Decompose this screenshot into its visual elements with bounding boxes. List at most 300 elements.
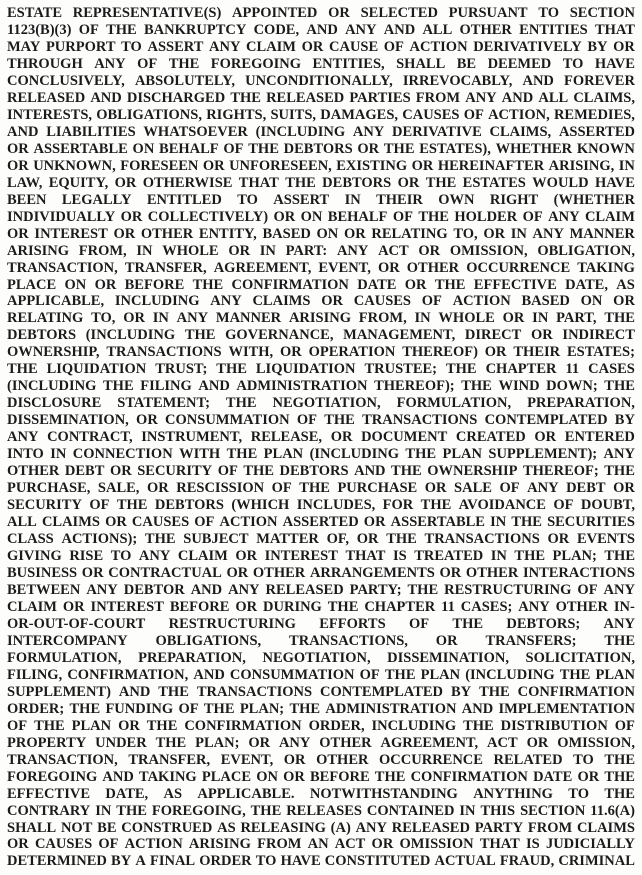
word: (INCLUDING	[7, 378, 97, 395]
word: AND	[461, 700, 494, 717]
word: DISCHARGED	[126, 89, 226, 106]
word: OR	[113, 225, 136, 242]
word: THE	[479, 683, 510, 700]
word: AVOIDANCE	[458, 497, 546, 514]
word: ADMINISTRATION	[236, 378, 368, 395]
word: ESTATES	[462, 174, 526, 191]
word: ARISING	[7, 242, 70, 259]
word: TO,	[91, 310, 116, 327]
word: THE	[146, 717, 178, 734]
word: THE	[324, 412, 355, 429]
word: IN	[490, 548, 507, 564]
text-line	[7, 684, 635, 701]
word: UNDER	[95, 734, 147, 751]
word: DEBTORS	[279, 463, 349, 480]
word: IN	[510, 225, 527, 242]
text-line	[7, 327, 635, 344]
word: ANY	[228, 581, 260, 598]
word: THE	[327, 598, 359, 615]
word: OR	[424, 480, 447, 497]
word: ASSERTED	[282, 514, 359, 531]
word: THE	[184, 327, 216, 344]
word: SUPPLEMENT)	[7, 683, 111, 700]
word: DEBTOR	[123, 581, 185, 598]
word: CONNECTION	[72, 446, 173, 463]
word: EFFECTIVE	[473, 276, 557, 293]
word: CLASS	[7, 531, 54, 548]
word: THE	[391, 463, 422, 480]
word: FROM	[257, 836, 302, 853]
word: OR	[613, 480, 635, 497]
word: CHAPTER	[485, 361, 557, 378]
word: INCLUDING	[371, 717, 457, 734]
word: TRANSACTIONS	[362, 412, 478, 429]
word: OF	[137, 55, 158, 72]
word: THE	[243, 463, 274, 480]
word: OBLIGATIONS,	[96, 106, 202, 123]
word: OR	[94, 276, 117, 293]
word: DEBT	[566, 480, 606, 497]
word: TRANSFERS;	[485, 632, 577, 649]
word: ANY	[518, 598, 550, 615]
word: DATE,	[565, 276, 608, 293]
word: ACTION	[219, 514, 278, 531]
word: DEBTORS	[7, 327, 77, 344]
word: OTHER	[459, 21, 512, 38]
word: DISSEMINATION,	[7, 412, 129, 429]
word: THE	[461, 378, 492, 395]
word: IN	[259, 242, 276, 259]
word: OR	[330, 429, 353, 446]
word: OF,	[326, 531, 349, 548]
word: TRANSACTION,	[7, 751, 118, 768]
word: OTHER	[465, 564, 519, 581]
word: CONTRARY	[7, 802, 91, 819]
word: ESTATE	[7, 5, 63, 21]
word: DOWN;	[546, 378, 598, 395]
word: SUPPLEMENT);	[488, 446, 598, 463]
word: THE	[604, 310, 635, 327]
word: ORDER	[199, 853, 252, 870]
word: OMISSION	[399, 836, 474, 853]
text-line	[7, 412, 635, 429]
word: CONSTITUTED	[324, 853, 431, 870]
word: OR	[228, 242, 251, 259]
word: FOREGOING	[7, 768, 98, 785]
word: OR	[123, 310, 145, 327]
word: IN	[490, 514, 507, 531]
word: INTO	[7, 446, 44, 463]
word: OPERATION	[308, 344, 396, 361]
word: OR	[534, 429, 557, 446]
word: OF	[392, 208, 413, 225]
word: PLAN	[595, 666, 635, 683]
word: OR	[356, 531, 379, 548]
word: CONCLUSIVELY,	[7, 72, 125, 89]
word: OWNERSHIP,	[7, 344, 100, 361]
word: ANY	[603, 446, 635, 463]
word: OR	[404, 276, 427, 293]
word: ANY	[138, 548, 171, 564]
word: OTHER	[252, 564, 306, 581]
word: DEEMED	[487, 55, 552, 72]
word: OF	[98, 836, 119, 853]
word: OR	[411, 157, 434, 174]
word: PLAN	[71, 717, 112, 734]
word: THE	[216, 361, 247, 378]
word: OF	[522, 208, 543, 225]
text-line	[7, 650, 635, 667]
word: DERIVATIVE	[392, 123, 482, 140]
word: OF	[614, 717, 635, 734]
text-line	[7, 446, 635, 463]
word: OR	[235, 548, 258, 564]
word: ANYTHING	[473, 785, 553, 802]
word: RELEASE,	[250, 429, 323, 446]
word: FILING,	[7, 666, 63, 683]
word: INCLUDES,	[296, 497, 376, 514]
word: CLAIMS	[41, 514, 100, 531]
word: DEBT	[64, 463, 105, 480]
word: DATE	[533, 768, 573, 785]
word: BE	[456, 55, 477, 72]
text-line	[7, 395, 635, 412]
word: DEBTORS	[283, 140, 353, 157]
word: CAUSES	[402, 106, 460, 123]
word: ASSERTABLE	[390, 514, 485, 531]
word: ACT	[487, 734, 518, 751]
word: TRANSACTION,	[7, 259, 118, 276]
word: THE	[604, 768, 635, 785]
word: OR	[283, 768, 305, 785]
word: BETWEEN	[7, 581, 81, 598]
word: AND	[354, 463, 386, 480]
text-line	[7, 39, 635, 56]
word: CASES;	[460, 598, 513, 615]
word: INDIRECT	[562, 327, 635, 344]
word: ASSERTED	[558, 123, 635, 140]
word: INTERESTS,	[7, 106, 93, 123]
word: OR	[613, 38, 635, 55]
word: IN	[152, 310, 169, 327]
word: PART:	[285, 242, 328, 259]
word: THE	[452, 615, 484, 632]
text-line	[7, 752, 635, 769]
word: PREPARATION,	[138, 649, 246, 666]
word: THE	[248, 140, 279, 157]
word: CLAIM	[177, 548, 228, 564]
word: CONFIRMATION	[410, 768, 528, 785]
word: THE	[604, 378, 635, 395]
word: 11	[441, 598, 455, 615]
word: PLACE	[7, 276, 57, 293]
word: OR	[280, 344, 302, 361]
word: MATTER	[256, 531, 319, 548]
word: HAVE	[594, 55, 635, 72]
word: THE	[285, 174, 316, 191]
word: ON	[64, 276, 87, 293]
word: RESTRUCTURING	[444, 581, 572, 598]
text-line	[7, 667, 635, 684]
word: TO,	[453, 225, 478, 242]
text-line	[7, 361, 635, 378]
word: PURCHASE	[337, 480, 418, 497]
word: EFFORTS	[319, 615, 386, 632]
word: ANY	[86, 581, 118, 598]
word: THEREOF)	[402, 344, 478, 361]
word: ACT	[334, 836, 366, 853]
word: INTERCOMPANY	[7, 632, 128, 649]
word: SOLICITATION,	[525, 649, 635, 666]
word: ORDER;	[7, 700, 65, 717]
word: ANY	[209, 38, 241, 55]
word: OR	[343, 225, 366, 242]
word: THE	[289, 700, 321, 717]
word: SECURITIES	[547, 514, 635, 531]
word: TRANSACTIONS	[424, 531, 540, 548]
word: THE	[445, 361, 477, 378]
word: THEREOF);	[374, 378, 455, 395]
word: OR	[526, 734, 549, 751]
word: KNOWN	[576, 140, 635, 157]
word: SHALL	[396, 55, 446, 72]
word: BY	[614, 412, 635, 429]
word: ARRANGEMENTS	[309, 564, 435, 581]
word: OF	[463, 106, 484, 123]
word: CONTAINED	[366, 802, 455, 819]
word: ASSERTABLE	[33, 140, 128, 157]
word: IN	[136, 242, 153, 259]
word: BUSINESS	[7, 564, 78, 581]
word: BE	[97, 819, 117, 836]
word: WHOLE	[438, 310, 495, 327]
word: SALE,	[97, 480, 140, 497]
word: FOREVER	[564, 72, 635, 89]
text-line	[7, 599, 635, 616]
text-line	[7, 175, 635, 192]
word: RIGHTS,	[206, 106, 267, 123]
word: CONTRACT,	[47, 429, 133, 446]
word: ACTION	[124, 836, 183, 853]
word: THE	[226, 446, 258, 463]
word: PLAN;	[195, 734, 240, 751]
word: OR	[418, 242, 441, 259]
word: MANNER	[215, 310, 282, 327]
word: LIQUIDATION	[255, 361, 356, 378]
word: OMISSION,	[449, 242, 528, 259]
word: OF	[78, 21, 99, 38]
word: (A)	[330, 819, 351, 836]
word: TO	[110, 548, 132, 564]
word: OMISSION,	[557, 734, 635, 751]
word: OF	[271, 480, 292, 497]
word: OTHERWISE	[142, 174, 233, 191]
text-line	[7, 531, 635, 548]
word: PARTIES	[349, 89, 411, 106]
word: LAW,	[7, 174, 43, 191]
word: DEBTORS	[322, 174, 392, 191]
word: UNCONDITIONALLY,	[245, 72, 393, 89]
word: (INCLUDING	[85, 327, 176, 344]
word: BEEN	[7, 191, 47, 208]
word: AND	[198, 378, 230, 395]
word: SALE	[454, 480, 492, 497]
text-line	[7, 429, 635, 446]
word: ENTERED	[564, 429, 635, 446]
word: RELATING	[7, 310, 84, 327]
word: DOUBT,	[580, 497, 635, 514]
word: TAKING	[138, 768, 197, 785]
text-line	[7, 73, 635, 90]
word: INTEREST	[264, 548, 338, 564]
word: THE	[604, 632, 635, 649]
word: OF	[223, 140, 244, 157]
word: THEIR	[376, 191, 423, 208]
word: OR	[235, 598, 258, 615]
word: ACTIONS);	[61, 531, 138, 548]
word: STATEMENT;	[117, 395, 210, 412]
word: HAVE	[594, 174, 635, 191]
word: PARTY	[474, 819, 524, 836]
word: WHOLE	[162, 242, 219, 259]
text-line	[7, 548, 635, 565]
word: THE	[7, 361, 38, 378]
word: FUNDING	[105, 700, 174, 717]
word: ANY	[355, 819, 387, 836]
word: TRANSFER,	[128, 751, 211, 768]
word: THE	[604, 463, 635, 480]
word: DAMAGES,	[320, 106, 399, 123]
word: WHETHER	[495, 140, 573, 157]
text-line	[7, 836, 635, 853]
word: CAUSES	[131, 514, 190, 531]
word: ANY	[176, 310, 209, 327]
word: DATE	[357, 276, 397, 293]
word: HAVE	[280, 853, 321, 870]
word: GOVERNANCE,	[225, 327, 334, 344]
word: ANY	[527, 480, 559, 497]
text-line	[7, 820, 635, 837]
word: TO	[562, 55, 584, 72]
word: IS	[392, 548, 407, 564]
word: IRREVOCABLY,	[402, 72, 513, 89]
word: ARISING	[288, 310, 351, 327]
word: AND	[7, 123, 39, 140]
word: WITH	[179, 446, 221, 463]
word: THE	[116, 497, 148, 514]
word: TRANSFER,	[124, 259, 207, 276]
word: RELEASED	[265, 581, 344, 598]
word: TRANSACTIONS	[196, 683, 313, 700]
word: ENTITIES,	[312, 55, 385, 72]
text-line	[7, 463, 635, 480]
word: OR	[62, 598, 85, 615]
word: SECURITY	[7, 497, 82, 514]
word: THE	[425, 174, 457, 191]
word: THE	[559, 666, 591, 683]
word: AND	[193, 666, 225, 683]
word: THE	[514, 548, 546, 564]
word: THE	[434, 276, 466, 293]
word: OF	[421, 293, 442, 310]
word: OR	[248, 734, 271, 751]
text-line	[7, 124, 635, 141]
text-line	[7, 633, 635, 650]
word: THAT	[345, 548, 386, 564]
word: PARTY;	[349, 581, 402, 598]
word: IN	[459, 802, 476, 819]
word: OR	[321, 293, 343, 310]
word: OF	[194, 514, 215, 531]
word: ALL	[422, 21, 453, 38]
word: THE	[116, 802, 147, 819]
word: CLAIMS	[576, 819, 635, 836]
text-line	[7, 378, 635, 395]
word: ANY	[548, 208, 580, 225]
word: CONFIRMATION	[184, 717, 302, 734]
word: ANY	[278, 734, 311, 751]
word: A	[135, 853, 146, 870]
word: IN	[618, 157, 635, 174]
word: FINAL	[149, 853, 196, 870]
word: OTHER	[316, 751, 369, 768]
word: THE	[168, 55, 200, 72]
word: ALL	[7, 514, 37, 531]
word: EVENT,	[220, 751, 274, 768]
word: APPLICABLE.	[197, 785, 295, 802]
word: RELEASED	[266, 89, 345, 106]
word: DERIVATIVELY	[473, 38, 582, 55]
word: OTHER	[406, 259, 460, 276]
word: CONSUMMATION	[229, 666, 355, 683]
word: OR	[114, 174, 137, 191]
word: THE	[604, 785, 635, 802]
word: CONTEMPLATED	[484, 412, 608, 429]
word: BEFORE	[169, 598, 230, 615]
word: CLAIMS,	[573, 89, 635, 106]
word: OR	[577, 768, 600, 785]
word: BY	[450, 683, 472, 700]
word: OR	[435, 632, 458, 649]
word: SELECTED	[360, 5, 438, 21]
word: UNFORESEEN,	[229, 157, 332, 174]
text-line	[7, 701, 635, 718]
word: CONFIRMATION	[517, 683, 635, 700]
word: CONFIRMATION,	[67, 666, 189, 683]
text-line	[7, 582, 635, 599]
text-line	[7, 5, 635, 22]
word: IN-	[613, 598, 635, 615]
word: MAY	[7, 38, 41, 55]
word: HOLDER	[454, 208, 518, 225]
word: EFFECTIVE	[7, 785, 90, 802]
text-line	[7, 310, 635, 327]
word: FORMULATION,	[7, 649, 122, 666]
word: ABSOLUTELY,	[134, 72, 236, 89]
text-line	[7, 90, 635, 107]
word: CLAIMS,	[489, 123, 552, 140]
word: ON	[256, 768, 278, 785]
word: INSTRUMENT,	[141, 429, 243, 446]
word: TRUSTEE;	[364, 361, 438, 378]
word: ON	[300, 208, 323, 225]
word: EXISTING	[336, 157, 408, 174]
word: THE	[420, 497, 452, 514]
word: THE	[192, 276, 224, 293]
word: FOR	[382, 497, 414, 514]
word: OF	[7, 717, 28, 734]
word: FORESEEN	[120, 157, 199, 174]
